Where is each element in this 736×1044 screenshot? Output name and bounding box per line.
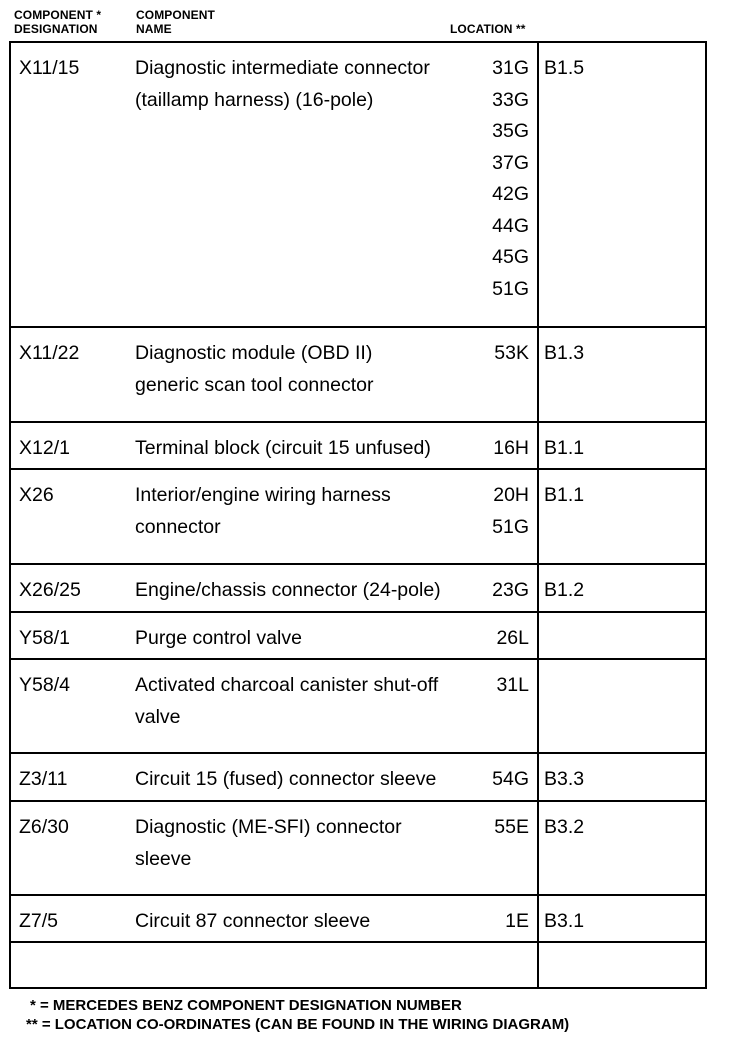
name-header-line1: COMPONENT bbox=[136, 8, 215, 22]
component-name-cell-line: Interior/engine wiring harness bbox=[135, 484, 391, 506]
location-cell-line: 44G bbox=[492, 214, 529, 237]
component-name-cell-line: Circuit 15 (fused) connector sleeve bbox=[135, 768, 437, 790]
component-name-cell-line: Activated charcoal canister shut-off bbox=[135, 674, 439, 696]
location-cell-line: 55E bbox=[494, 816, 529, 838]
location-cell bbox=[492, 480, 529, 543]
grid-reference-cell bbox=[544, 480, 584, 512]
table-row bbox=[11, 43, 705, 326]
grid-reference-cell-line: B3.1 bbox=[544, 910, 585, 932]
component-name-cell bbox=[135, 338, 373, 401]
grid-reference-cell bbox=[544, 338, 584, 370]
table-row bbox=[11, 421, 705, 470]
table-row bbox=[11, 611, 705, 660]
location-cell-line: 51G bbox=[492, 277, 529, 300]
grid-reference-cell-line: B3.2 bbox=[544, 816, 585, 838]
component-name-cell-line: Diagnostic (ME-SFI) connector bbox=[135, 816, 402, 838]
location-cell-line: 1E bbox=[505, 910, 529, 932]
location-cell bbox=[492, 575, 529, 607]
location-cell-line: 42G bbox=[492, 183, 529, 205]
table-row bbox=[11, 894, 705, 943]
component-name-cell-line: Engine/chassis connector (24-pole) bbox=[135, 579, 441, 601]
designation-header-line2: DESIGNATION bbox=[14, 22, 98, 36]
location-cell-line: 31G bbox=[492, 57, 529, 79]
footnote-location: ** = LOCATION CO-ORDINATES (CAN BE FOUND IN THE WIRING DIAGRAM) bbox=[26, 1016, 570, 1033]
location-column-header: LOCATION ** bbox=[450, 22, 526, 36]
component-name-cell-line: sleeve bbox=[135, 847, 192, 870]
designation-cell-line: X12/1 bbox=[19, 437, 70, 459]
grid-reference-cell bbox=[544, 53, 584, 85]
component-name-cell-line: valve bbox=[135, 705, 181, 728]
designation-cell-line: X26/25 bbox=[19, 579, 81, 601]
component-name-cell-line: Purge control valve bbox=[135, 627, 302, 649]
table-row bbox=[11, 800, 705, 896]
designation-cell bbox=[19, 623, 70, 655]
component-name-cell-line: (taillamp harness) (16-pole) bbox=[135, 88, 374, 111]
location-cell-line: 23G bbox=[492, 579, 529, 601]
component-name-cell-line: Diagnostic module (OBD II) bbox=[135, 342, 373, 364]
location-cell-line: 37G bbox=[492, 151, 529, 174]
location-cell-line: 45G bbox=[492, 246, 529, 268]
grid-reference-cell bbox=[544, 812, 584, 844]
designation-cell bbox=[19, 906, 58, 938]
designation-cell bbox=[19, 812, 69, 844]
designation-cell bbox=[19, 575, 81, 607]
designation-cell-line: X26 bbox=[19, 484, 54, 506]
footnote-designation: * = MERCEDES BENZ COMPONENT DESIGNATION NUMBER bbox=[30, 997, 462, 1014]
table-row bbox=[11, 326, 705, 423]
location-cell-line: 20H bbox=[493, 484, 529, 506]
grid-reference-cell bbox=[544, 575, 584, 607]
table-row bbox=[11, 752, 705, 802]
component-name-cell-line: Diagnostic intermediate connector bbox=[135, 57, 430, 79]
designation-cell-line: Z7/5 bbox=[19, 910, 59, 932]
name-header-line2: NAME bbox=[136, 22, 172, 36]
component-name-cell-line: connector bbox=[135, 515, 221, 538]
grid-reference-cell-line: B3.3 bbox=[544, 768, 585, 790]
location-cell-line: 53K bbox=[494, 342, 529, 364]
location-cell-line: 51G bbox=[492, 515, 529, 538]
grid-reference-cell-line: B1.1 bbox=[544, 484, 585, 506]
grid-reference-cell-line: B1.1 bbox=[544, 437, 585, 459]
designation-cell bbox=[19, 338, 79, 370]
location-cell-line: 33G bbox=[492, 88, 529, 111]
component-table bbox=[9, 41, 707, 989]
location-cell bbox=[496, 623, 529, 655]
grid-reference-cell-line: B1.3 bbox=[544, 342, 585, 364]
grid-reference-cell-line: B1.2 bbox=[544, 579, 585, 601]
table-row bbox=[11, 941, 705, 989]
designation-cell bbox=[19, 433, 70, 465]
location-cell-line: 35G bbox=[492, 120, 529, 142]
location-cell-line: 26L bbox=[496, 627, 529, 649]
component-name-cell-line: Circuit 87 connector sleeve bbox=[135, 910, 371, 932]
location-cell bbox=[494, 338, 529, 370]
component-name-cell bbox=[135, 480, 391, 543]
component-name-cell bbox=[135, 670, 438, 733]
designation-column-header bbox=[14, 8, 101, 36]
component-name-cell bbox=[135, 575, 441, 607]
designation-header-line1: COMPONENT * bbox=[14, 8, 102, 22]
location-cell bbox=[505, 906, 529, 938]
location-cell bbox=[496, 670, 529, 702]
designation-cell bbox=[19, 53, 79, 85]
component-name-cell bbox=[135, 433, 431, 465]
designation-cell-line: Y58/4 bbox=[19, 674, 70, 696]
grid-reference-cell bbox=[544, 906, 584, 938]
component-name-cell bbox=[135, 53, 430, 116]
designation-cell-line: Z3/11 bbox=[19, 768, 68, 790]
designation-cell-line: X11/22 bbox=[19, 342, 80, 364]
component-name-cell bbox=[135, 812, 402, 875]
designation-cell-line: X11/15 bbox=[19, 57, 80, 79]
designation-cell bbox=[19, 670, 70, 702]
grid-reference-cell bbox=[544, 764, 584, 796]
location-cell-line: 16H bbox=[493, 437, 529, 459]
name-column-header bbox=[136, 8, 215, 36]
location-cell-line: 31L bbox=[496, 674, 529, 696]
component-name-cell-line: generic scan tool connector bbox=[135, 373, 374, 396]
designation-cell-line: Z6/30 bbox=[19, 816, 69, 838]
location-cell-line: 54G bbox=[492, 768, 529, 790]
component-name-cell bbox=[135, 764, 436, 796]
location-cell bbox=[493, 433, 529, 465]
grid-reference-cell bbox=[544, 433, 584, 465]
designation-cell bbox=[19, 480, 54, 512]
table-row bbox=[11, 658, 705, 754]
table-row bbox=[11, 563, 705, 613]
location-cell bbox=[492, 53, 529, 305]
location-cell bbox=[494, 812, 529, 844]
component-name-cell bbox=[135, 906, 370, 938]
designation-cell-line: Y58/1 bbox=[19, 627, 70, 649]
component-name-cell-line: Terminal block (circuit 15 unfused) bbox=[135, 437, 431, 459]
table-row bbox=[11, 468, 705, 565]
designation-cell bbox=[19, 764, 67, 796]
grid-reference-cell-line: B1.5 bbox=[544, 57, 585, 79]
location-cell bbox=[492, 764, 529, 796]
component-name-cell bbox=[135, 623, 302, 655]
